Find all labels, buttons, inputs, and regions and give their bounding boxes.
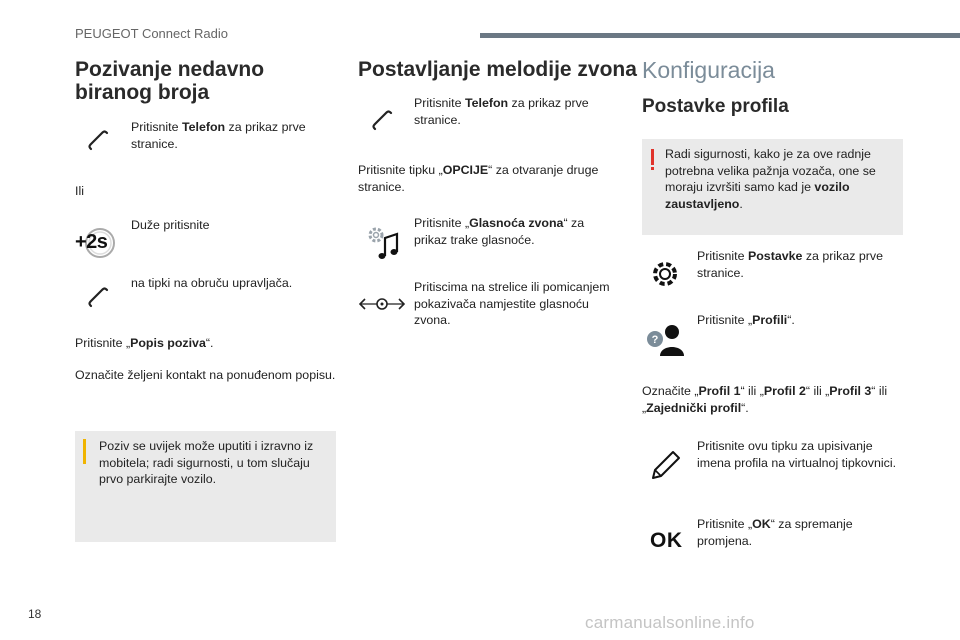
col2-paragraph-1: Pritisnite tipku „OPCIJE“ za otvaranje druge stranice. [358,163,599,194]
warning-mark-icon [651,149,654,165]
info-mark-icon [83,439,86,464]
col2-step2-text: Pritisnite „Glasnoća zvona“ za prikaz trake glasnoće. [414,216,585,247]
hold-2s-badge: +2s [75,231,108,253]
info-note-text: Poziv se uvijek može uputiti i izravno iz mobitela; radi sigurnosti, u tom slučaju prvo parkirajte vozilo. [99,439,314,486]
col3-step1-text: Pritisnite Postavke za prikaz prve stranice. [697,249,883,280]
section-heading-ringtone: Postavljanje melodije zvona [358,58,637,81]
profile-icon [646,322,686,358]
phone-icon [86,128,112,154]
ok-icon: OK [650,529,683,552]
pencil-icon [649,448,683,482]
settings-gear-icon [649,258,681,290]
col2-step1-text: Pritisnite Telefon za prikaz prve stranice. [414,96,589,127]
col3-step3-text: Pritisnite ovu tipku za upisivanje imena profila na virtualnoj tipkovnici. [697,439,897,470]
page-number: 18 [28,607,42,621]
settings-music-icon [365,224,401,262]
svg-text:?: ? [651,334,659,346]
col1-step1-text: Pritisnite Telefon za prikaz prve stranice. [131,120,306,151]
col3-step2-text: Pritisnite „Profili“. [697,313,795,327]
col3-step4-text: Pritisnite „OK“ za spremanje promjena. [697,517,853,548]
watermark: carmanualsonline.info [585,613,755,632]
warning-note-text: Radi sigurnosti, kako je za ove radnje potrebna velika pažnja vozača, one se moraju izvršiti samo kad je vozilo zaustavljeno. [665,147,876,211]
section-heading-recent-call: Pozivanje nedavno biranog broja [75,58,265,104]
header-bar [480,33,960,38]
section-heading-profiles: Postavke profila [642,96,789,117]
chapter-title: Konfiguracija [642,57,775,83]
col1-step3-text: na tipki na obruču upravljača. [131,276,293,290]
col1-step2-text: Duže pritisnite [131,218,210,232]
col1-paragraph-1: Pritisnite „Popis poziva“. [75,336,214,350]
phone-icon [370,108,396,134]
info-note-box [75,431,336,542]
steering-2s-icon [75,226,119,260]
col2-step3-text: Pritiscima na strelice ili pomicanjem pokazivača namjestite glasnoću zvona. [414,280,610,327]
or-text: Ili [75,184,84,198]
phone-icon [86,285,112,311]
col3-paragraph-1: Označite „Profil 1“ ili „Profil 2“ ili „Profil 3“ ili „Zajednički profil“. [642,384,888,415]
col1-paragraph-2: Označite željeni kontakt na ponuđenom popisu. [75,368,336,382]
volume-slider-icon [359,295,405,313]
header-title: PEUGEOT Connect Radio [75,26,228,41]
warning-note-box [642,139,903,235]
